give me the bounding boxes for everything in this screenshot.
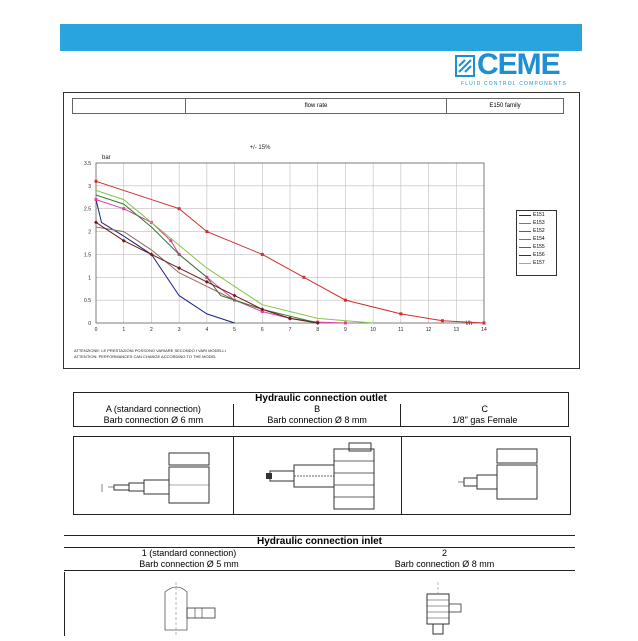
logo-tagline: FLUID CONTROL COMPONENTS xyxy=(460,81,568,87)
data-point-e152 xyxy=(441,319,444,322)
data-point-e152 xyxy=(483,322,486,325)
x-tick-label: 10 xyxy=(370,327,376,333)
legend-entry xyxy=(517,251,556,259)
y-tick-label: 0.5 xyxy=(84,298,91,305)
inlet-col-1-desc: Barb connection Ø 5 mm xyxy=(64,559,314,571)
outlet-b-valve-drawing xyxy=(234,437,401,514)
outlet-col-c-letter: C xyxy=(401,404,569,415)
y-tick-label: 1 xyxy=(88,275,91,282)
legend-swatch xyxy=(519,223,531,224)
data-point-e153 xyxy=(95,198,98,201)
legend-swatch xyxy=(519,231,531,232)
outlet-a-valve-drawing xyxy=(74,437,233,514)
inlet-connection-table xyxy=(64,535,575,571)
outlet-col-b-letter: B xyxy=(233,404,401,415)
inlet-1-valve-drawing xyxy=(65,572,315,636)
legend-label: E151 xyxy=(533,212,545,218)
x-tick-label: 2 xyxy=(150,327,153,333)
data-point-e152 xyxy=(261,253,264,256)
x-tick-label: 3 xyxy=(177,327,181,333)
data-point-e156 xyxy=(233,294,237,298)
data-point-e153 xyxy=(122,207,125,210)
legend-swatch xyxy=(519,247,531,248)
series-line-e153 xyxy=(96,200,345,323)
data-point-e152 xyxy=(205,230,208,233)
data-point-e152 xyxy=(302,276,305,279)
y-tick-label: 1.5 xyxy=(84,252,91,259)
outlet-col-a-desc: Barb connection Ø 6 mm xyxy=(74,415,234,427)
legend-entry xyxy=(517,235,556,243)
header-banner xyxy=(60,24,582,51)
outlet-c-valve-drawing xyxy=(402,437,570,514)
x-tick-label: 12 xyxy=(425,327,432,333)
y-tick-label: 0 xyxy=(88,321,91,327)
outlet-col-a-letter: A (standard connection) xyxy=(74,404,234,415)
legend-label: E153 xyxy=(533,220,545,226)
y-axis-label: bar xyxy=(102,155,111,161)
inlet-col-1-letter: 1 (standard connection) xyxy=(141,548,237,558)
legend-label: E152 xyxy=(533,228,545,234)
data-point-e152 xyxy=(178,207,181,210)
chart-note-2: ATTENTION: PERFORMANCES CAN CHANGE ACCORDING TO THE MODEL xyxy=(74,354,217,359)
x-tick-label: 8 xyxy=(316,327,320,333)
x-tick-label: 1 xyxy=(122,327,126,333)
inlet-col-2-letter: 2 xyxy=(441,548,447,558)
data-point-e152 xyxy=(344,299,347,302)
y-tick-label: 2 xyxy=(88,229,91,236)
outlet-drawing-a xyxy=(73,436,234,515)
outlet-col-b-desc: Barb connection Ø 8 mm xyxy=(233,415,401,427)
inlet-2-valve-drawing xyxy=(315,572,575,636)
outlet-drawing-b xyxy=(233,436,402,515)
ceme-logo xyxy=(455,48,573,90)
inlet-drawing-1 xyxy=(64,572,315,636)
x-tick-label: 14 xyxy=(481,327,487,333)
data-point-e153 xyxy=(344,322,347,325)
x-tick-label: 5 xyxy=(233,327,236,333)
legend-label: E155 xyxy=(533,244,545,250)
x-tick-label: 9 xyxy=(344,327,347,333)
logo-word: CEME xyxy=(477,48,560,81)
x-tick-label: 11 xyxy=(398,327,404,333)
y-tick-label: 2.5 xyxy=(84,206,91,213)
outlet-drawing-c xyxy=(401,436,571,515)
x-axis-label: l/h xyxy=(466,321,473,327)
flow-rate-chart xyxy=(64,93,579,368)
outlet-table-title: Hydraulic connection outlet xyxy=(74,393,569,405)
chart-legend xyxy=(516,210,557,276)
legend-label: E157 xyxy=(533,260,545,266)
legend-label: E154 xyxy=(533,236,545,242)
legend-swatch xyxy=(519,239,531,240)
x-tick-label: 13 xyxy=(453,327,460,333)
chart-title: +/- 15% xyxy=(249,145,271,151)
legend-swatch xyxy=(519,263,531,264)
x-tick-label: 4 xyxy=(205,327,209,333)
chart-header-family: E150 family xyxy=(446,98,564,114)
legend-entry xyxy=(517,227,556,235)
inlet-col-2-desc: Barb connection Ø 8 mm xyxy=(314,559,575,571)
data-point-e156 xyxy=(205,280,209,284)
legend-swatch xyxy=(519,255,531,256)
data-point-e152 xyxy=(399,312,402,315)
ceme-logo-icon xyxy=(455,55,475,77)
data-point-e152 xyxy=(95,180,98,183)
chart-header-flow-rate: flow rate xyxy=(185,98,447,114)
x-tick-label: 7 xyxy=(288,327,292,333)
legend-entry xyxy=(517,211,556,219)
data-point-e156 xyxy=(177,266,181,270)
legend-entry xyxy=(517,259,556,267)
legend-label: E156 xyxy=(533,252,545,258)
inlet-table-title: Hydraulic connection inlet xyxy=(64,536,575,548)
x-tick-label: 0 xyxy=(94,327,98,333)
legend-entry xyxy=(517,243,556,251)
outlet-connection-table xyxy=(73,392,569,427)
legend-entry xyxy=(517,219,556,227)
y-tick-label: 3.5 xyxy=(84,161,91,167)
x-tick-label: 6 xyxy=(260,327,264,333)
outlet-col-c-desc: 1/8" gas Female xyxy=(401,415,569,427)
legend-swatch xyxy=(519,215,531,216)
y-tick-label: 3 xyxy=(88,183,91,190)
chart-note-1: ATTENZIONE: LE PRESTAZIONI POSSONO VARIARE SECONDO I VARI MODELLI xyxy=(74,348,226,353)
inlet-drawing-2 xyxy=(315,572,575,636)
flow-rate-chart-panel xyxy=(63,92,580,369)
